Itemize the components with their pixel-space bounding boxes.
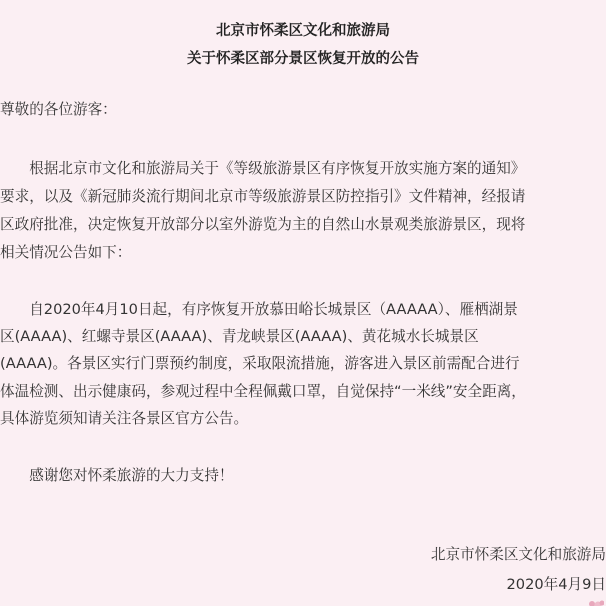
paragraph-line: 区政府批准，决定恢复开放部分以室外游览为主的自然山水景观类旅游景区，现将: [0, 216, 526, 233]
thanks-line: 感谢您对怀柔旅游的大力支持！: [0, 467, 234, 484]
paragraph-line: 区(AAAA)、红螺寺景区(AAAA)、青龙峡景区(AAAA)、黄花城水长城景区: [0, 328, 479, 345]
paragraph-line: 体温检测、出示健康码，参观过程中全程佩戴口罩，自觉保持“一米线”安全距离，: [0, 383, 526, 400]
paragraph-line: 具体游览须知请关注各景区官方公告。: [0, 410, 249, 427]
notice-title: 关于怀柔区部分景区恢复开放的公告: [187, 51, 419, 67]
paragraph-line: (AAAA)。各景区实行门票预约制度，采取限流措施，游客进入景区前需配合进行: [0, 355, 520, 372]
paragraph-line: 要求，以及《新冠肺炎流行期间北京市等级旅游景区防控指引》文件精神，经报请: [0, 188, 526, 205]
signature-date: 2020年4月9日: [506, 576, 606, 593]
paragraph-line: 根据北京市文化和旅游局关于《等级旅游景区有序恢复开放实施方案的通知》: [0, 160, 526, 177]
greeting: 尊敬的各位游客：: [0, 101, 117, 118]
flower-decoration-icon: [588, 596, 604, 606]
paragraph-line: 自2020年4月10日起，有序恢复开放慕田峪长城景区（AAAAA）、雁栖湖景: [0, 301, 518, 318]
signature-org: 北京市怀柔区文化和旅游局: [430, 546, 606, 563]
paragraph-line: 相关情况公告如下：: [0, 244, 132, 261]
issuer-title: 北京市怀柔区文化和旅游局: [216, 23, 390, 39]
